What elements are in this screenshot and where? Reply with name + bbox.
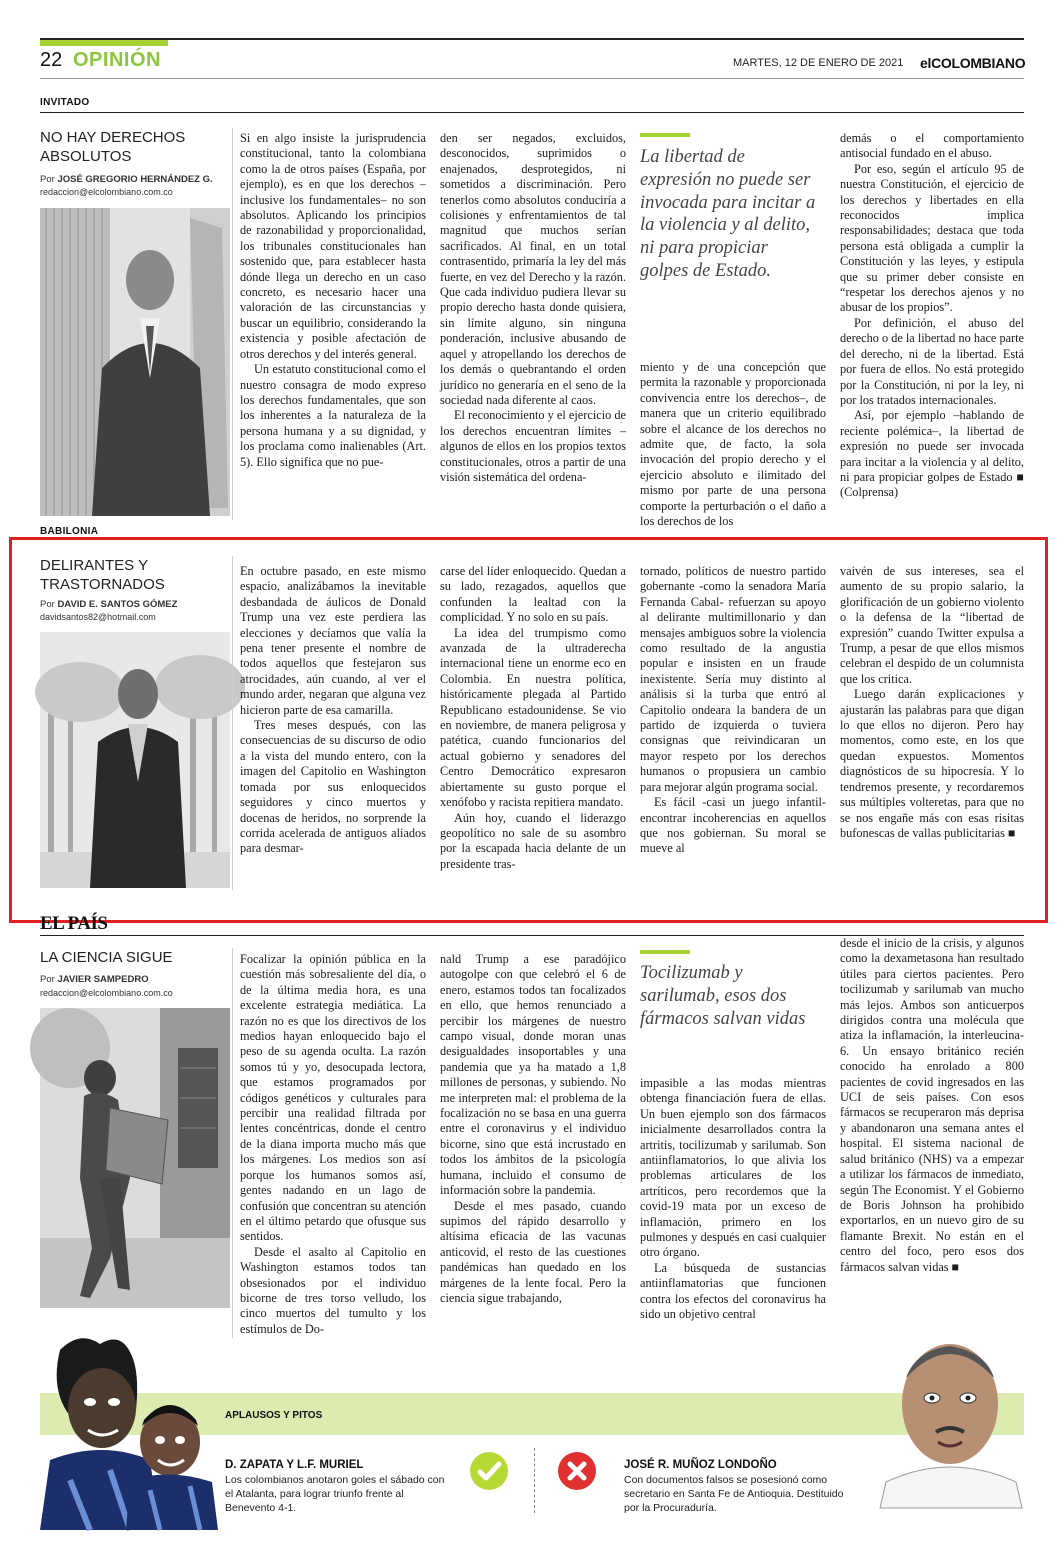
author-name: DAVID E. SANTOS GÓMEZ [57,599,178,610]
highlight-box [9,537,1048,923]
author-name: JAVIER SAMPEDRO [57,974,149,985]
author-name: JOSÉ GREGORIO HERNÁNDEZ G. [57,174,213,185]
pull-quote-accent [640,950,690,954]
pull-quote: La libertad de expresión no puede ser invocada para incitar a la violencia y al delito, ni para propiciar golpes de Estado. [640,147,816,281]
article3-column-4 [840,936,1024,1292]
statue-photo-image [40,1008,230,1308]
article3-column-2 [440,952,626,1340]
paragraph: vaivén de sus intereses, sea el aumento de su propio salario, la glorificación de un gobierno violento o la defensa de la “libertad de expresión” cuando Twitter expulsa a Trump, a pesar de que ellos mismos celebran el despido de un columnista que los critica. [840,564,1024,686]
caricature-left [40,1330,220,1530]
section-accent-bar [40,40,168,46]
applause-left-text: Los colombianos anotaron goles el sábado con el Atalanta, para lograr triunfo frente al Benevento 4-1. [225,1474,445,1514]
byline-prefix: Por [40,174,55,185]
paragraph: tornado, políticos de nuestro partido gobernante -como la senadora María Fernanda Cabal- refuerzan su apoyo al delirante multimillonario y dan mensajes ambiguos sobre la violencia como resultado de la angustia popular e insisten en un fraude inexistente. Sería muy distinto al análisis si la turba que entró al Capitolio ondeara la bandera de un partido de izquierda o tuviera consignas que reivindicaran un mayor respeto por los derechos humanos o propusiera un cambio para mejorar algún programa social. [640,564,826,794]
applause-divider [534,1448,535,1513]
section-label-invitado: INVITADO [40,97,90,108]
section-label-babilonia: BABILONIA [40,526,99,537]
statue-photo [40,1008,230,1308]
paragraph: Desde el asalto al Capitolio en Washington estamos todos tan obsesionados por el individuo bicorne de tres torso velludo, los cinco muertos del tumulto y los estímulos de Do- [240,1244,426,1336]
byline-prefix: Por [40,599,55,610]
column-divider [232,128,233,520]
masthead-logo: elCOLOMBIANO [920,55,1026,71]
paragraph: El reconocimiento y el ejercicio de los derechos encuentran límites –algunos de ellos en los propios textos constitucionales, otros a partir de una visión sistemática del ordena- [440,408,626,484]
paragraph: den ser negados, excluidos, desconocidos, suprimidos o enajenados, desprotegidos, ni sometidos a discriminación. Pero tenerlos como absolutos conduciría a colisiones y enfrentamientos de tal magnitud que muchos serían sacrificados. Al final, en un total contrasentido, primaría la ley del más fuerte, en vez del Derecho y la razón. Que cada individuo pudiera llevar su propio derecho hasta donde quisiera, sin límite alguno, sin ninguna ponderación, inclusive abusando de aquel y atropellando los derechos de los demás o quebrantando el orden jurídico no generaría en el seno de la sociedad nada diferente al caos. [440,131,626,407]
article-title: DELIRANTES Y TRASTORNADOS [40,557,165,593]
top-rule [40,38,1024,40]
article1-column-4 [840,131,1024,521]
paragraph: impasible a las modas mientras obtenga financiación fuera de ellas. Un buen ejemplo son dos fármacos inicialmente desarrollados contra la artritis, tocilizumab y sarilumab. Son antiinflamatorios, lo que alivia los problemas articulares de los artríticos, pero recordemos que la covid-19 mata por un exceso de inflamación, primero en los pulmones y después en casi cualquier otro órgano. [640,1076,826,1260]
paragraph: desde el inicio de la crisis, y algunos como la dexametasona han resultado útiles para ciertos pacientes. Pero tocilizumab y sarilumab van mucho más lejos. Ambos son anticuerpos dirigidos contra una molécula que atiza la inflamación, la interleucina-6. Un ensayo británico recién conocido ha enrolado a 800 pacientes de covid ingresados en las UCI de seis países. Con esos fármacos se recuperaron más deprisa y abandonaron una semana antes el hospital. El sistema nacional de salud británico (NHS) va a empezar a utilizar los fármacos de inmediato, según The Economist. Y el Gobierno de Boris Johnson ha prohibido exportarlos, en un nuevo giro de su flamante Brexit. No están en el centro del foco, pero esos dos fármacos salvan vidas ■ [840,936,1024,1274]
caricature-left-image [40,1330,220,1530]
article3-column-1 [240,952,426,1340]
paragraph: miento y de una concepción que permita la razonable y proporcionada convivencia entre los derechos–, de manera que un criterio equilibrado sobre el alcance de los derechos no admite que, de facto, la sola invocación del propio derecho y el ejercicio absoluto e ilimitado del mismo por parte de una persona comporte la perturbación o el daño a los derechos de los [640,360,826,529]
article-title: LA CIENCIA SIGUE [40,949,173,966]
applause-right-name: JOSÉ R. MUÑOZ LONDOÑO [624,1459,777,1471]
paragraph: La idea del trumpismo como avanzada de la ultraderecha internacional tiene un enorme eco en Colombia. En nuestra política, históricamente plegada al Partido Republicano estadounidense. Se vio en noviembre, de manera peligrosa y patética, cuando funcionarios del actual gobierno y senadores del Centro Democrático expresaron abiertamente su gusto porque el xenófobo y racista repitiera mandato. [440,625,626,810]
caricature-right-image [866,1332,1024,1508]
paragraph: Un estatuto constitucional como el nuestro consagra de modo expreso los derechos fundamentales, que son los inherentes a la naturaleza de la persona humana y a su dignidad, y los proclama como inalienables (Art. 5). Ello significa que no pue- [240,362,426,469]
paragraph: Es fácil -casi un juego infantil- encontrar incoherencias en aquellos que nos gobiernan. Su moral se mueve al [640,795,826,856]
page-number: 22 [40,49,63,71]
header-rule [40,78,1024,79]
applause-title: APLAUSOS Y PITOS [225,1410,323,1421]
paragraph: nald Trump a ese paradójico autogolpe con que celebró el 6 de enero, estamos todos tan focalizados en ello, que hemos renunciado a percibir los márgenes de nuestro campo visual, donde moran unas desigualdades insoportables y una pandemia que ya ha matado a 1,8 millones de personas, y subiendo. No me interpreten mal: el problema de la focalización no se basa en una guerra entre el coronavirus y el individuo bicorne, sino que está incrustado en todos los ámbitos de la psicología humana, incluido el consumo de información sobre la pandemia. [440,952,626,1198]
article3-column-3 [640,1076,826,1340]
paragraph: Tres meses después, con las consecuencias de su discurso de odio a la vista del mundo entero, con la imagen del Capitolio en Washington tomada por sus enloquecidos seguidores y cinco muertos y docenas de heridos, no sorprende la corrida acelerada de antiguos aliados para desmar- [240,718,426,856]
paragraph: Así, por ejemplo –hablando de reciente polémica–, la libertad de expresión no puede ser invocada para incitar a la violencia y al delito, ni para propiciar golpes de Estado ■ (Colprensa) [840,408,1024,500]
paragraph: Focalizar la opinión pública en la cuestión más sobresaliente del día, o de la última media hora, es una excelente estrategia mediática. La razón no es que los directivos de los medios hayan enloquecido bajo el peso de su agenda oculta. La razón somos tú y yo, desocupada lectora, que estamos programados por códigos genéticos y culturales para percibir una realidad filtrada por lentes concéntricas, donde el centro de la diana importa mucho más que los márgenes. Los medios son así porque los humanos somos así, gentes nadando en un lago de confusión que concentran su atención en el último petardo que ofusque sus sentidos. [240,952,426,1244]
author-photo-image [40,208,230,516]
paragraph: Por definición, el abuso del derecho o de la libertad no hace parte del derecho, ni de la libertad. Está por fuera de ellos. No está protegido por la Constitución, ni por la ley, ni por los tratados internacionales. [840,315,1025,407]
paragraph: demás o el comportamiento antisocial fundado en el abuso. [840,131,1024,161]
caricature-right [866,1332,1024,1508]
x-icon [558,1452,596,1490]
article1-column-1 [240,131,426,521]
byline [40,174,230,185]
author-email: redaccion@elcolombiano.com.co [40,187,173,197]
column-divider [232,948,233,1338]
article1-column-2 [440,131,626,521]
article1-column-3 [640,360,826,529]
pull-quote: Tocilizumab y sarilumab, esos dos fármacos salvan vidas [640,963,806,1029]
paragraph: carse del líder enloquecido. Quedan a su lado, rezagados, aquellos que confunden la lealtad con la complicidad. Y no solo en su país. [440,564,626,625]
applause-right-text: Con documentos falsos se posesionó como secretario en Santa Fe de Antioquia. Destituido por la Procuraduría. [624,1474,844,1514]
paragraph: Luego darán explicaciones y ajustarán las palabras para que digan lo que ellos no dijeron. Pero hay momentos, como este, en los que quedan expuestos. Momentos diagnósticos de su hipocresía. Y lo tendremos presente, y recordaremos sus múltiples volteretas, para que no se nos engañe más con esas risitas bufonescas de vallas publicitarias ■ [840,687,1024,840]
paragraph: Desde el mes pasado, cuando supimos del rápido desarrollo y altísima eficacia de las vacunas anticovid, el resto de las cuestiones pandémicas han quedado en los márgenes de la lente focal. Pero la ciencia sigue trabajando, [440,1198,626,1305]
applause-left-name: D. ZAPATA Y L.F. MURIEL [225,1459,364,1471]
paragraph: Aún hoy, cuando el liderazgo geopolítico no sale de su asombro por la escapada hacia delante de un presidente tras- [440,810,626,871]
paragraph: Por eso, según el artículo 95 de nuestra Constitución, el ejercicio de los derechos y libertades en ella reconocidos implica responsabilidades; destaca que toda persona está obligada a cumplir la Constitución y las leyes, y estipula que su primer deber consiste en “respetar los derechos ajenos y no abusar de los propios”. [840,161,1024,315]
paragraph: Si en algo insiste la jurisprudencia constitucional, tanto la colombiana como la de otros países (España, por ejemplo), es en que los derechos –inclusive los fundamentales– no son absolutos. Aplicando los principios de razonabilidad y proporcionalidad, los tribunales constitucionales han sostenido que, para establecer hasta dónde llega un derecho en un caso concreto, es necesario hacer una valoración de las circunstancias y buscar un equilibrio, considerando la existencia y posible afectación de otros derechos y del interés general. [240,131,426,361]
paragraph: En octubre pasado, en este mismo espacio, analizábamos la inevitable desbandada de áulicos de Donald Trump una vez este perdiera las elecciones y decíamos que valía la pena tener presente el nombre de todos aquellos que festejaron sus atrocidades, aún cuando, al ver el mundo arder, negaran que alguna vez hicieron parte de esa camarilla. [240,564,426,717]
article-title: NO HAY DERECHOS ABSOLUTOS [40,129,186,165]
el-pais-logo: EL PAÍS [40,913,108,934]
section-name: OPINIÓN [73,49,161,71]
byline [40,974,230,985]
section-rule [40,112,1024,113]
pull-quote-accent [640,133,690,137]
paragraph: La búsqueda de sustancias antiinflamatorias que funcionen contra los efectos del coronavirus ha sido un objetivo central [640,1260,826,1322]
author-email: redaccion@elcolombiano.com.co [40,988,173,998]
author-email: davidsantos82@hotmail.com [40,612,156,622]
byline-prefix: Por [40,974,55,985]
author-photo [40,208,230,516]
dateline: MARTES, 12 DE ENERO DE 2021 [733,57,904,69]
check-icon [470,1452,508,1490]
